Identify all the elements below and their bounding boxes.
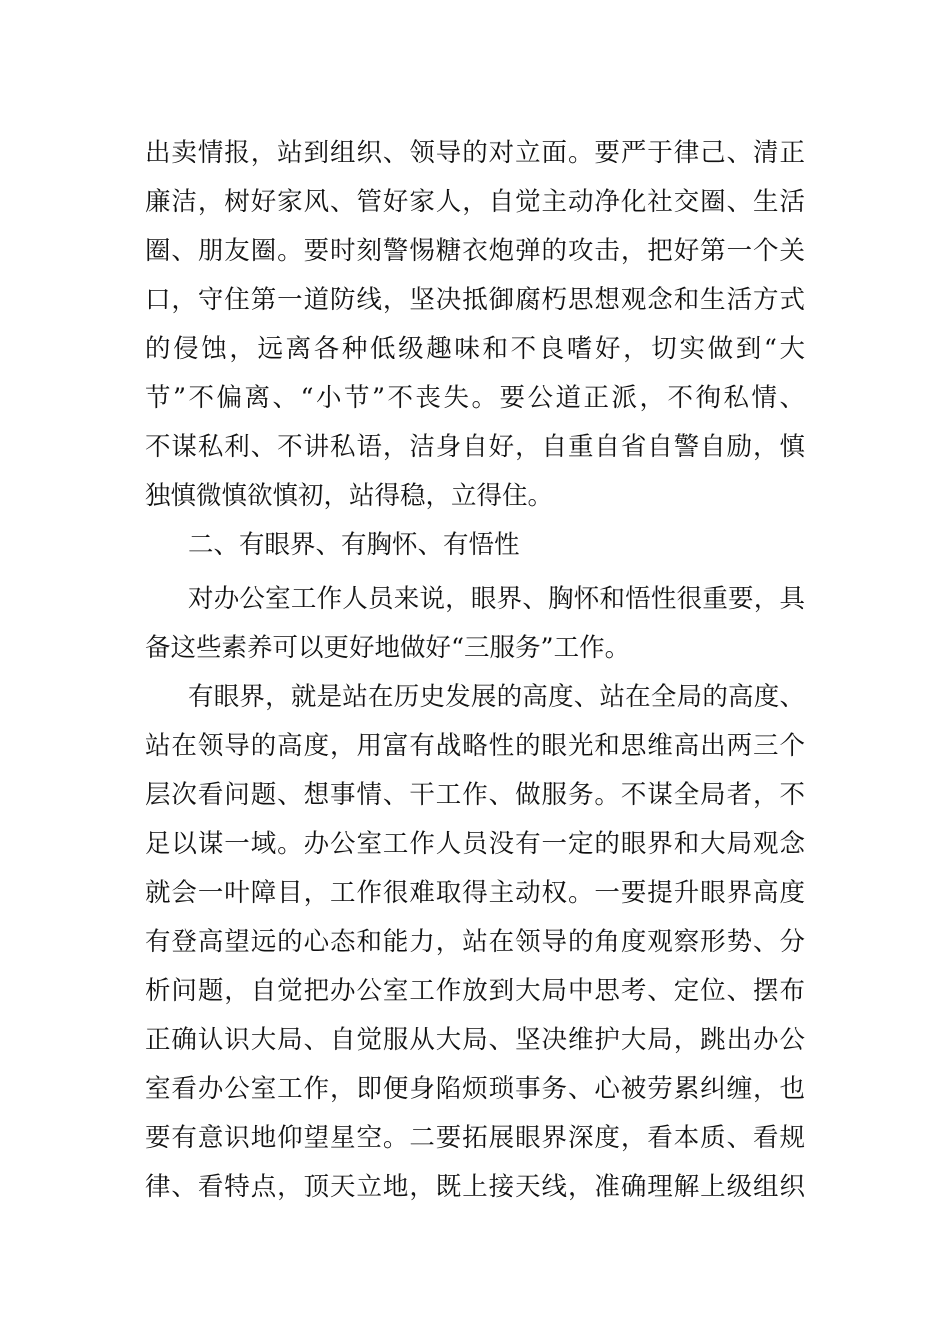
text-line bbox=[0, 427, 950, 467]
line-text: 圈、朋友圈。要时刻警惕糖衣炮弹的攻击，把好第一个关 bbox=[145, 236, 805, 266]
text-line bbox=[0, 922, 950, 962]
text-line bbox=[0, 1167, 950, 1207]
line-text: 出卖情报，站到组织、领导的对立面。要严于律己、清正 bbox=[145, 138, 805, 168]
line-text: 要有意识地仰望星空。二要拓展眼界深度，看本质、看规 bbox=[145, 1123, 805, 1153]
section-heading bbox=[0, 525, 950, 565]
text-line bbox=[0, 677, 950, 717]
line-text: 律、看特点，顶天立地，既上接天线，准确理解上级组织 bbox=[145, 1172, 805, 1202]
text-line bbox=[0, 1118, 950, 1158]
line-text: 对办公室工作人员来说，眼界、胸怀和悟性很重要，具 bbox=[188, 584, 805, 614]
text-line bbox=[0, 824, 950, 864]
line-text: 室看办公室工作，即便身陷烦琐事务、心被劳累纠缠，也 bbox=[145, 1074, 805, 1104]
text-line bbox=[0, 476, 950, 516]
line-text: 的侵蚀，远离各种低级趣味和不良嗜好，切实做到“大 bbox=[145, 334, 805, 364]
line-text: 就会一叶障目，工作很难取得主动权。一要提升眼界高度 bbox=[145, 878, 805, 908]
text-line bbox=[0, 628, 950, 668]
line-text: 站在领导的高度，用富有战略性的眼光和思维高出两三个 bbox=[145, 731, 805, 761]
line-text: 足以谋一域。办公室工作人员没有一定的眼界和大局观念 bbox=[145, 829, 805, 859]
text-line bbox=[0, 1069, 950, 1109]
text-line bbox=[0, 378, 950, 418]
text-line bbox=[0, 280, 950, 320]
text-line bbox=[0, 133, 950, 173]
line-text: 节”不偏离、“小节”不丧失。要公道正派，不徇私情、 bbox=[145, 383, 805, 413]
line-text: 独慎微慎欲慎初，站得稳，立得住。 bbox=[145, 481, 554, 511]
text-line bbox=[0, 1020, 950, 1060]
line-text: 不谋私利、不讲私语，洁身自好，自重自省自警自励，慎 bbox=[145, 432, 805, 462]
text-line bbox=[0, 579, 950, 619]
section-heading-text: 二、有眼界、有胸怀、有悟性 bbox=[188, 530, 520, 560]
line-text: 析问题，自觉把办公室工作放到大局中思考、定位、摆布 bbox=[145, 976, 805, 1006]
text-line bbox=[0, 182, 950, 222]
line-text: 廉洁，树好家风、管好家人，自觉主动净化社交圈、生活 bbox=[145, 187, 805, 217]
line-text: 有眼界，就是站在历史发展的高度、站在全局的高度、 bbox=[188, 682, 805, 712]
line-text: 层次看问题、想事情、干工作、做服务。不谋全局者，不 bbox=[145, 780, 805, 810]
text-line bbox=[0, 726, 950, 766]
line-text: 口，守住第一道防线，坚决抵御腐朽思想观念和生活方式 bbox=[145, 285, 805, 315]
line-text: 有登高望远的心态和能力，站在领导的角度观察形势、分 bbox=[145, 927, 805, 957]
text-line bbox=[0, 971, 950, 1011]
text-line bbox=[0, 775, 950, 815]
text-line bbox=[0, 231, 950, 271]
line-text: 正确认识大局、自觉服从大局、坚决维护大局，跳出办公 bbox=[145, 1025, 805, 1055]
text-line bbox=[0, 873, 950, 913]
text-line bbox=[0, 329, 950, 369]
line-text: 备这些素养可以更好地做好“三服务”工作。 bbox=[145, 633, 631, 663]
